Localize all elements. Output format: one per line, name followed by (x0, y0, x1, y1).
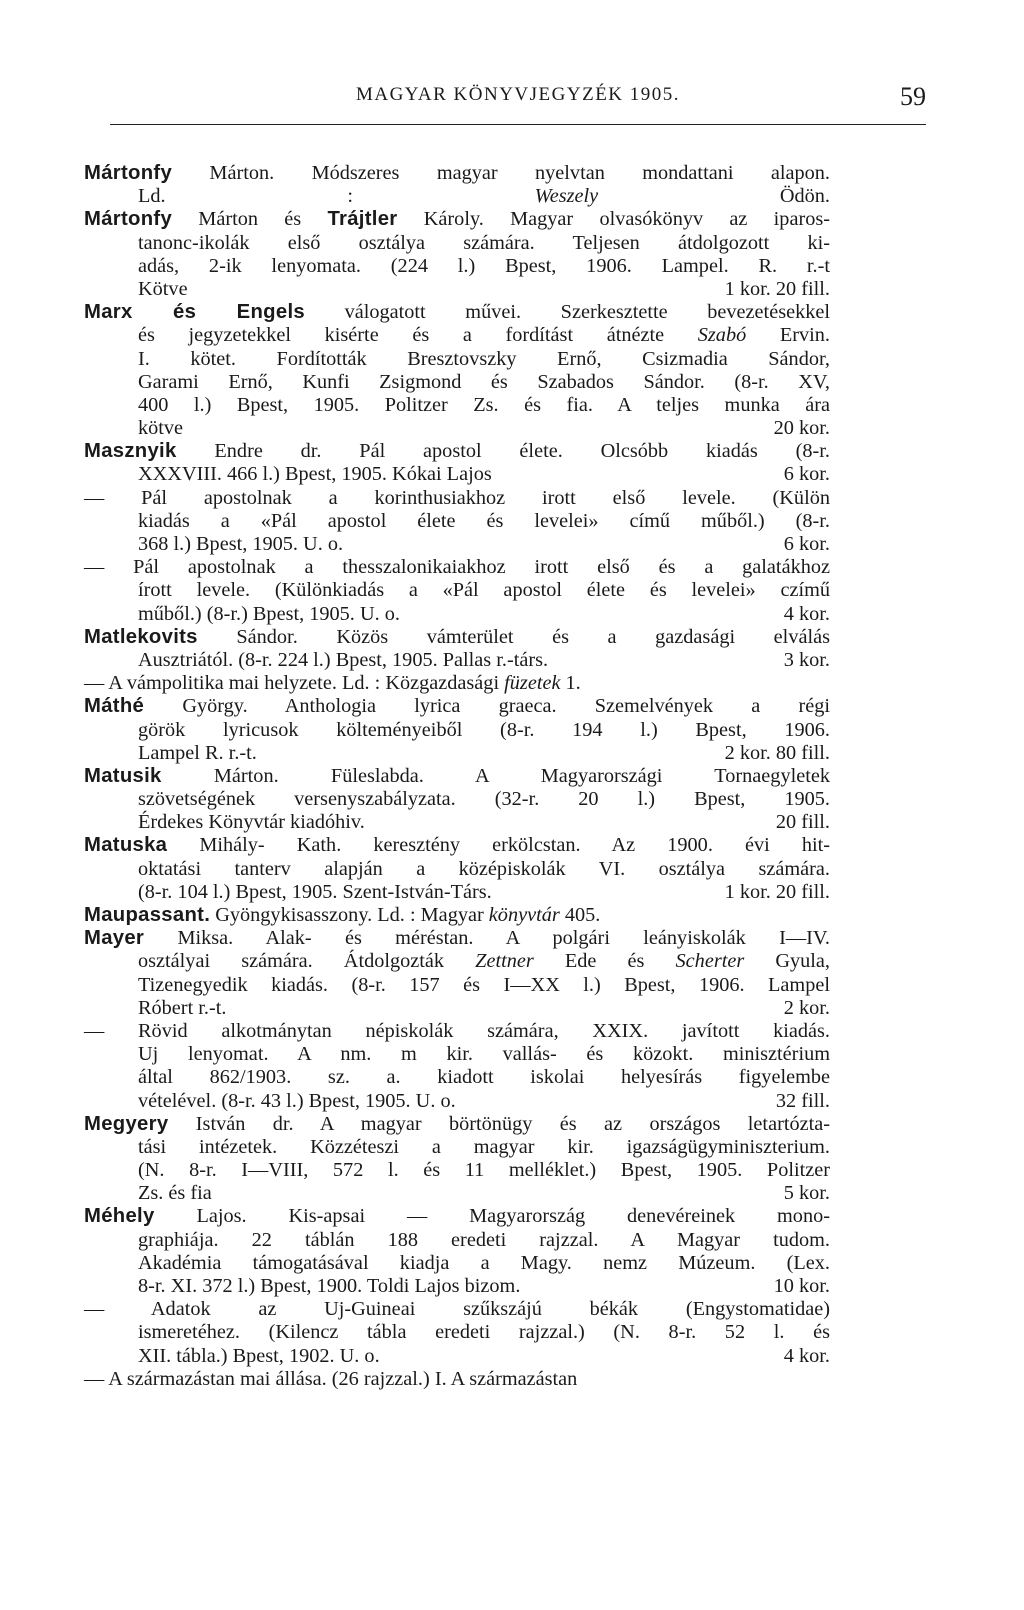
line-text (84, 904, 600, 926)
text-run: adás, 2-ik lenyomata. (224 l.) Bpest, 1906. Lampel. R. r.-t (138, 254, 830, 277)
entry-line (84, 1182, 830, 1205)
entry-line (84, 579, 830, 602)
entry-line (84, 185, 830, 208)
text-run: Endre dr. Pál apostol élete. Olcsóbb kiadás (8-r. (176, 440, 830, 463)
text-run: válogatott művei. Szerkesztette bevezetésekkel (304, 301, 831, 324)
text-run: 368 l.) Bpest, 1905. U. o. (138, 533, 344, 555)
italic-run: Zettner (475, 950, 534, 973)
text-run: Kötve (138, 277, 188, 300)
text-run: Ausztriától. (8-r. 224 l.) Bpest, 1905. Pallas r.-társ. (138, 648, 549, 671)
italic-run: Scherter (675, 950, 745, 973)
entry-line (84, 672, 830, 695)
entry-line (84, 649, 830, 672)
line-text (138, 997, 226, 1020)
line-text (84, 208, 830, 230)
text-run: Sándor. Közös vámterület és a gazdasági elválás (197, 625, 830, 648)
line-text (84, 695, 830, 717)
text-run: Márton és (172, 208, 328, 231)
sub-entry-text: — Rövid alkotmánytan népiskolák számára, XXIX. javított kiadás. (84, 1019, 830, 1042)
line-text (138, 649, 548, 672)
entry-line (84, 324, 830, 347)
entry-line (84, 348, 830, 371)
entry-heading: Mártonfy (84, 162, 173, 184)
entry-line (84, 1368, 830, 1391)
line-text (138, 1275, 520, 1298)
entry-heading: Maupassant. (84, 904, 211, 926)
entry-line (84, 556, 830, 579)
line-text (138, 603, 400, 626)
price: 2 kor. 80 fill. (724, 741, 830, 764)
line-text (138, 417, 183, 440)
entry-line (84, 904, 830, 927)
price: 6 kor. (783, 463, 830, 486)
sub-entry-text: — Pál apostolnak a thesszalonikaiakhoz irott első és a galatákhoz (84, 556, 830, 579)
entry-line (84, 1275, 830, 1298)
italic-run: Weszely (534, 185, 599, 208)
text-run: kiadás a «Pál apostol élete és levelei» című műből.) (8-r. (138, 509, 830, 532)
line-text (138, 1159, 830, 1181)
entry-line (84, 1066, 830, 1089)
entry-line (84, 1298, 830, 1321)
entry-line (84, 626, 830, 649)
text-run: Ödön. (598, 185, 830, 208)
entry-line (84, 927, 830, 950)
entry-line (84, 997, 830, 1020)
entry-line (84, 788, 830, 811)
entry-line (84, 974, 830, 997)
text-run: XXXVIII. 466 l.) Bpest, 1905. Kókai Lajos (138, 463, 492, 486)
line-text (84, 487, 830, 509)
text-run: Akadémia támogatásával kiadja a Magy. nemz Múzeum. (Lex. (138, 1251, 830, 1274)
text-run: Márton. Módszeres magyar nyelvtan mondattani alapon. (172, 162, 830, 184)
line-text (138, 974, 830, 996)
text-run: Károly. Magyar olvasókönyv az iparos- (397, 208, 830, 231)
running-title: MAGYAR KÖNYVJEGYZÉK 1905. (355, 84, 681, 105)
line-text (138, 510, 830, 532)
price: 4 kor. (783, 602, 830, 625)
entry-line (84, 1159, 830, 1182)
entry-line (84, 510, 830, 533)
line-text (84, 1113, 830, 1135)
entry-line (84, 278, 830, 301)
entry-line (84, 881, 830, 904)
text-run: Gyula, (744, 950, 830, 973)
line-text (84, 834, 830, 856)
line-text (138, 371, 830, 393)
entry-line (84, 1252, 830, 1275)
text-run: (N. 8-r. I—VIII, 572 l. és 11 melléklet.) Bpest, 1905. Politzer (138, 1159, 830, 1182)
line-text (138, 348, 830, 370)
line-text (138, 811, 365, 834)
text-run: 8-r. XI. 372 l.) Bpest, 1900. Toldi Lajos bizom. (138, 1275, 521, 1297)
line-text (84, 1020, 830, 1042)
text-run: görök lyricusok költeményeiből (8-r. 194 l.) Bpest, 1906. (138, 718, 830, 741)
price: 32 fill. (775, 1089, 830, 1112)
line-text (138, 1090, 456, 1113)
entry-line (84, 765, 830, 788)
text-run: műből.) (8-r.) Bpest, 1905. U. o. (138, 602, 400, 625)
line-text (138, 232, 830, 254)
text-run: és jegyzetekkel kisérte és a fordítást átnézte (138, 324, 698, 347)
header-rule (110, 124, 926, 125)
price: 5 kor. (783, 1182, 830, 1205)
line-text (84, 927, 830, 949)
text-run: írott levele. (Különkiadás a «Pál apostol élete és levelei» czímű (138, 579, 830, 602)
line-text (138, 1229, 830, 1251)
line-text (138, 788, 830, 810)
entry-line (84, 255, 830, 278)
price: 10 kor. (773, 1275, 830, 1297)
line-text (84, 556, 830, 578)
entry-line (84, 695, 830, 718)
entry-line (84, 162, 830, 185)
line-text (138, 1252, 830, 1274)
entry-line (84, 487, 830, 510)
line-text (138, 394, 830, 416)
text-run: tási intézetek. Közzéteszi a magyar kir. igazságügyminiszterium. (138, 1135, 830, 1158)
text-run: Gyöngykisasszony. Ld. : Magyar (210, 904, 489, 926)
line-text (84, 626, 830, 648)
text-run: I. kötet. Fordították Bresztovszky Ernő, Csizmadia Sándor, (138, 347, 830, 370)
entry-line (84, 1136, 830, 1159)
line-text (138, 1136, 830, 1158)
text-run: István dr. A magyar börtönügy és az országos letartózta- (168, 1112, 830, 1135)
price: 1 kor. 20 fill. (724, 880, 830, 903)
text-run: Márton. Füleslabda. A Magyarországi Tornaegyletek (161, 764, 830, 787)
sub-entry-text: — A vámpolitika mai helyzete. Ld. : Közgazdasági (84, 672, 505, 695)
text-run: Zs. és fia (138, 1182, 212, 1205)
line-text (84, 1368, 577, 1390)
page-number: 59 (900, 82, 926, 111)
line-text (84, 440, 830, 462)
price: 3 kor. (783, 648, 830, 671)
entry-line (84, 719, 830, 742)
entry-line (84, 1043, 830, 1066)
entry-line (84, 301, 830, 324)
italic-run: könyvtár (488, 904, 560, 926)
sub-entry-text: — A származástan mai állása. (26 rajzzal.) I. A származástan (84, 1367, 578, 1390)
text-run: graphiája. 22 táblán 188 eredeti rajzzal. A Magyar tudom. (138, 1228, 830, 1251)
entry-heading: Matusik (84, 764, 162, 787)
text-run: oktatási tanterv alapján a középiskolák VI. osztálya számára. (138, 857, 830, 880)
line-text (138, 719, 830, 741)
catalogue-entries (84, 162, 830, 1391)
text-run: Róbert r.-t. (138, 996, 227, 1019)
text-run: vételével. (8-r. 43 l.) Bpest, 1905. U. o. (138, 1089, 456, 1112)
text-run: Ervin. (746, 324, 830, 347)
entry-line (84, 533, 830, 556)
entry-line (84, 208, 830, 231)
text-run: Lampel R. r.-t. (138, 741, 257, 764)
entry-heading: Marx és Engels (84, 301, 305, 324)
text-run: ismeretéhez. (Kilencz tábla eredeti rajzzal.) (N. 8-r. 52 l. és (138, 1321, 830, 1344)
sub-entry-text: — Pál apostolnak a korinthusiakhoz irott első levele. (Külön (84, 486, 830, 509)
line-text (84, 1298, 830, 1320)
line-text (138, 742, 257, 765)
text-run: Ld. : (138, 185, 535, 208)
entry-heading: Méhely (84, 1205, 155, 1228)
text-run: 1. (560, 672, 581, 695)
text-run: (8-r. 104 l.) Bpest, 1905. Szent-István-Társ. (138, 880, 492, 903)
entry-line (84, 858, 830, 881)
entry-heading: Trájtler (327, 208, 398, 231)
line-text (138, 1345, 380, 1368)
text-run: osztályai számára. Átdolgozták (138, 950, 476, 973)
line-text (138, 1066, 830, 1088)
text-run: által 862/1903. sz. a. kiadott iskolai helyesírás figyelembe (138, 1066, 830, 1089)
text-run: Garami Ernő, Kunfi Zsigmond és Szabados Sándor. (8-r. XV, (138, 370, 830, 393)
line-text (138, 1043, 830, 1065)
text-run: Ede és (533, 950, 676, 973)
line-text (138, 278, 188, 301)
line-text (84, 301, 830, 323)
price: 6 kor. (783, 533, 830, 555)
line-text (138, 1182, 212, 1205)
entry-heading: Mártonfy (84, 208, 173, 231)
line-text (84, 162, 830, 184)
text-run: Miksa. Alak- és méréstan. A polgári leányiskolák I—IV. (144, 927, 830, 950)
entry-line (84, 742, 830, 765)
entry-line (84, 811, 830, 834)
text-run: tanonc-ikolák első osztálya számára. Teljesen átdolgozott ki- (138, 231, 830, 254)
text-run: Tizenegyedik kiadás. (8-r. 157 és I—XX l.) Bpest, 1906. Lampel (138, 973, 830, 996)
text-run: Mihály- Kath. keresztény erkölcstan. Az 1900. évi hit- (167, 834, 830, 857)
line-text (84, 672, 581, 694)
line-text (84, 765, 830, 787)
text-run: Érdekes Könyvtár kiadóhiv. (138, 811, 365, 834)
entry-heading: Masznyik (84, 440, 177, 463)
line-text (138, 858, 830, 880)
line-text (138, 579, 830, 601)
price: 4 kor. (783, 1344, 830, 1367)
entry-line (84, 417, 830, 440)
entry-line (84, 1113, 830, 1136)
italic-run: Szabó (697, 324, 747, 347)
entry-line (84, 1090, 830, 1113)
text-run: kötve (138, 417, 184, 440)
line-text (84, 1205, 830, 1227)
text-run: 405. (559, 904, 601, 926)
line-text (138, 533, 343, 556)
line-text (138, 1321, 830, 1343)
text-run: Uj lenyomat. A nm. m kir. vallás- és közokt. minisztérium (138, 1043, 830, 1066)
entry-line (84, 394, 830, 417)
entry-line (84, 440, 830, 463)
line-text (138, 950, 830, 972)
text-run: XII. tábla.) Bpest, 1902. U. o. (138, 1344, 380, 1367)
text-run: szövetségének versenyszabályzata. (32-r. 20 l.) Bpest, 1905. (138, 788, 830, 811)
entry-line (84, 834, 830, 857)
entry-line (84, 232, 830, 255)
price: 20 kor. (773, 417, 830, 440)
line-text (138, 255, 830, 277)
entry-heading: Matuska (84, 834, 168, 857)
entry-line (84, 1321, 830, 1344)
entry-line (84, 950, 830, 973)
entry-line (84, 1345, 830, 1368)
text-run: 400 l.) Bpest, 1905. Politzer Zs. és fia. A teljes munka ára (138, 393, 830, 416)
entry-line (84, 371, 830, 394)
line-text (138, 324, 830, 346)
price: 20 fill. (775, 811, 830, 834)
entry-heading: Megyery (84, 1112, 169, 1135)
price: 1 kor. 20 fill. (724, 277, 830, 300)
price: 2 kor. (783, 996, 830, 1019)
entry-line (84, 1229, 830, 1252)
italic-run: füzetek (504, 672, 561, 695)
line-text (138, 185, 830, 207)
line-text (138, 881, 492, 904)
sub-entry-text: — Adatok az Uj-Guineai szűkszájú békák (Engystomatidae) (84, 1298, 830, 1321)
entry-heading: Matlekovits (84, 625, 198, 648)
entry-line (84, 1205, 830, 1228)
entry-line (84, 463, 830, 486)
line-text (138, 463, 492, 486)
entry-heading: Máthé (84, 695, 145, 718)
entry-heading: Mayer (84, 927, 145, 950)
entry-line (84, 1020, 830, 1043)
text-run: Lajos. Kis-apsai — Magyarország denevéreinek mono- (154, 1205, 830, 1228)
entry-line (84, 603, 830, 626)
text-run: György. Anthologia lyrica graeca. Szemelvények a régi (144, 695, 830, 718)
